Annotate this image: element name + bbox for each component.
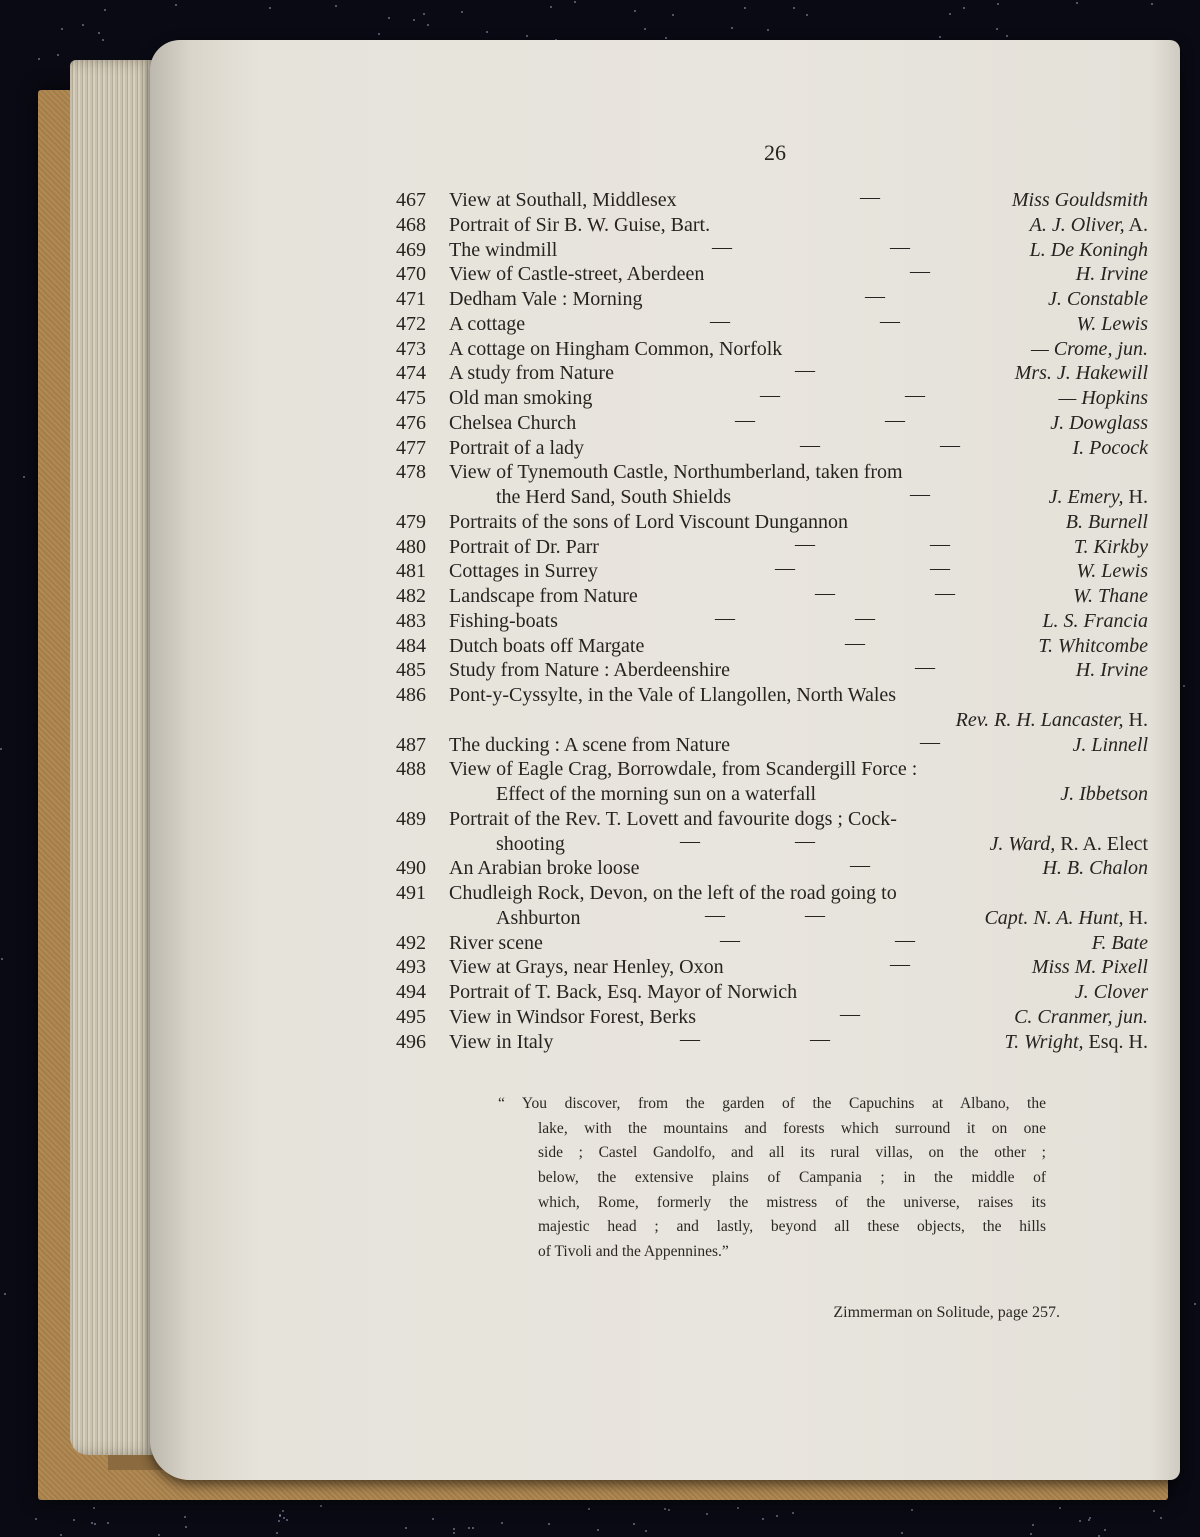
artist-name: L. S. Francia <box>1042 609 1148 632</box>
entry-title: the Herd Sand, South Shields <box>496 486 731 508</box>
artist-name: J. Constable <box>1048 288 1148 310</box>
catalogue-entry <box>396 558 1148 584</box>
entry-title: View in Italy <box>449 1030 554 1053</box>
catalogue-entry <box>396 311 1148 337</box>
leader-dash: — <box>895 928 915 951</box>
entry-artist <box>1066 509 1148 535</box>
catalogue-entry <box>396 212 1148 238</box>
entry-artist <box>1042 855 1148 881</box>
catalogue-entry <box>396 1004 1148 1030</box>
entry-artist <box>1060 781 1148 807</box>
entry-number: 494 <box>396 981 426 1003</box>
entry-number: 474 <box>396 362 426 385</box>
artist-name: T. Kirkby <box>1073 535 1148 558</box>
catalogue-entry <box>396 237 1148 263</box>
entry-title: Effect of the morning sun on a waterfall <box>496 783 817 805</box>
artist-name: W. Lewis <box>1076 312 1148 335</box>
entry-artist <box>1073 583 1148 609</box>
entry-artist <box>1050 410 1148 436</box>
catalogue-entry <box>396 756 1148 782</box>
entry-artist <box>1042 608 1148 634</box>
catalogue-entry <box>396 682 1148 708</box>
catalogue-entry <box>396 484 1148 510</box>
entry-artist <box>1038 633 1148 659</box>
catalogue-entry <box>396 1029 1148 1055</box>
leader-dash: — <box>735 408 755 431</box>
entry-title: Ashburton <box>496 906 581 929</box>
entry-number: 489 <box>396 807 426 830</box>
artist-name: A. J. Oliver, <box>1029 213 1125 236</box>
entry-title: Portrait of Sir B. W. Guise, Bart. <box>449 213 711 236</box>
artist-name: L. De Koningh <box>1029 238 1148 261</box>
quote-line: of Tivoli and the Appennines.” <box>538 1243 729 1261</box>
catalogue-entry <box>396 608 1148 634</box>
catalogue-entry <box>396 286 1148 312</box>
entry-number: 472 <box>396 312 426 335</box>
leader-dash: — <box>910 483 930 505</box>
entry-artist <box>1074 534 1148 560</box>
catalogue-entry <box>396 435 1148 461</box>
leader-dash: — <box>930 557 950 580</box>
entry-artist <box>1059 385 1148 411</box>
entry-title: Portrait of T. Back, Esq. Mayor of Norwich <box>449 981 798 1003</box>
entry-number: 473 <box>396 337 426 360</box>
artist-name: H. Irvine <box>1075 659 1148 682</box>
entry-artist <box>1048 286 1148 312</box>
catalogue-entry <box>396 583 1148 609</box>
entry-title: View at Southall, Middlesex <box>449 189 677 211</box>
entry-artist <box>956 707 1148 733</box>
leader-dash: — <box>865 285 885 307</box>
artist-name: — Crome, jun. <box>1030 337 1148 360</box>
entry-number: 477 <box>396 436 426 459</box>
entry-title: A study from Nature <box>449 362 614 385</box>
entry-number: 476 <box>396 411 426 434</box>
entry-artist <box>1076 657 1148 683</box>
entry-artist <box>1076 311 1148 337</box>
entry-artist <box>1030 237 1148 263</box>
quote-line: below, the extensive plains of Campania ; in the middle of <box>538 1169 1046 1187</box>
entry-title: View of Castle-street, Aberdeen <box>449 263 705 286</box>
entry-number: 493 <box>396 956 426 979</box>
entry-number: 484 <box>396 634 426 657</box>
artist-suffix: A. <box>1124 213 1148 236</box>
artist-name: W. Thane <box>1073 585 1148 607</box>
entry-number: 495 <box>396 1005 426 1028</box>
leader-dash: — <box>905 384 925 406</box>
artist-name: I. Pocock <box>1072 436 1148 459</box>
artist-suffix: Esq. H. <box>1083 1030 1148 1053</box>
catalogue-entry <box>396 509 1148 535</box>
entry-title: Portrait of a lady <box>449 436 584 459</box>
entry-artist <box>1032 954 1148 980</box>
entry-number: 485 <box>396 659 426 682</box>
entry-number: 482 <box>396 585 426 607</box>
leader-dash: — <box>850 854 870 877</box>
entry-artist <box>989 831 1148 857</box>
artist-name: T. Wright, <box>1004 1030 1084 1053</box>
artist-name: J. Emery, <box>1048 486 1124 508</box>
artist-name: — Hopkins <box>1058 387 1148 409</box>
entry-number: 491 <box>396 882 426 904</box>
entry-title: A cottage <box>449 312 526 335</box>
entry-artist <box>1072 732 1148 758</box>
leader-dash: — <box>920 730 940 753</box>
entry-title: View of Eagle Crag, Borrowdale, from Scandergill Force : <box>449 758 918 781</box>
entry-title: Study from Nature : Aberdeenshire <box>449 659 731 682</box>
leader-dash: — <box>705 903 725 926</box>
leader-dash: — <box>680 829 700 852</box>
leader-dash: — <box>795 829 815 852</box>
entry-number: 490 <box>396 857 426 880</box>
entry-title: Portraits of the sons of Lord Viscount Dungannon <box>449 510 848 533</box>
quote-line: side ; Castel Gandolfo, and all its rural villas, on the other ; <box>538 1144 1046 1162</box>
page-number: 26 <box>764 140 786 165</box>
entry-title: The windmill <box>449 238 558 261</box>
catalogue-entry <box>396 187 1148 213</box>
catalogue-entry <box>396 657 1148 683</box>
catalogue-entry <box>396 534 1148 560</box>
entry-number: 487 <box>396 733 426 756</box>
catalogue-entry <box>396 855 1148 881</box>
artist-name: H. B. Chalon <box>1042 857 1148 880</box>
catalogue-entry <box>396 459 1148 485</box>
leader-dash: — <box>940 433 960 456</box>
catalogue-entry <box>396 261 1148 287</box>
leader-dash: — <box>775 557 795 580</box>
quotation <box>498 1092 1046 1265</box>
leader-dash: — <box>760 384 780 406</box>
leader-dash: — <box>795 532 815 555</box>
catalogue-entry <box>396 781 1148 807</box>
quote-attribution: Zimmerman on Solitude, page 257. <box>833 1304 1060 1321</box>
entry-number: 471 <box>396 288 426 310</box>
entry-title: Dedham Vale : Morning <box>449 288 643 310</box>
artist-name: T. Whitcombe <box>1038 634 1148 657</box>
artist-suffix: H. <box>1123 906 1148 929</box>
leader-dash: — <box>860 186 880 208</box>
entry-number: 483 <box>396 609 426 632</box>
entry-artist <box>1015 360 1148 386</box>
leader-dash: — <box>720 928 740 951</box>
catalogue-entry <box>396 410 1148 436</box>
quote-line: which, Rome, formerly the mistress of the universe, raises its <box>538 1193 1046 1211</box>
leader-dash: — <box>890 235 910 258</box>
entry-number: 492 <box>396 931 426 954</box>
leader-dash: — <box>815 582 835 604</box>
entry-artist <box>1004 1029 1148 1055</box>
artist-name: J. Ibbetson <box>1060 783 1148 805</box>
entry-title: View of Tynemouth Castle, Northumberland, taken from <box>449 461 903 484</box>
leader-dash: — <box>910 260 930 283</box>
entry-title: An Arabian broke loose <box>449 857 640 880</box>
entry-title: Chelsea Church <box>449 411 577 434</box>
entry-title: A cottage on Hingham Common, Norfolk <box>449 337 783 360</box>
entry-number: 478 <box>396 461 426 484</box>
entry-number: 479 <box>396 510 426 533</box>
entry-artist <box>1031 336 1148 362</box>
entry-title: River scene <box>449 931 543 954</box>
catalogue-entry <box>396 831 1148 857</box>
leader-dash: — <box>880 309 900 332</box>
artist-suffix: R. A. Elect <box>1055 832 1148 855</box>
entry-artist <box>1075 979 1148 1005</box>
catalogue-entry <box>396 707 1148 733</box>
entry-title: View in Windsor Forest, Berks <box>449 1005 697 1028</box>
entry-artist <box>984 905 1148 931</box>
artist-name: Miss Gouldsmith <box>1011 189 1148 211</box>
entry-number: 481 <box>396 560 426 583</box>
entry-number: 475 <box>396 387 426 409</box>
leader-dash: — <box>845 631 865 654</box>
catalogue-entry <box>396 979 1148 1005</box>
entry-number: 468 <box>396 213 426 236</box>
entry-artist <box>1076 261 1148 287</box>
leader-dash: — <box>890 953 910 976</box>
artist-name: H. Irvine <box>1075 263 1148 286</box>
catalogue-entry <box>396 732 1148 758</box>
entry-title: Chudleigh Rock, Devon, on the left of the road going to <box>449 882 897 904</box>
leader-dash: — <box>840 1002 860 1025</box>
entry-number: 469 <box>396 238 426 261</box>
artist-name: F. Bate <box>1091 931 1148 954</box>
leader-dash: — <box>935 582 955 604</box>
catalogue-entry <box>396 954 1148 980</box>
leader-dash: — <box>915 656 935 679</box>
quote-line: lake, with the mountains and forests which surround it on one <box>538 1119 1046 1137</box>
leader-dash: — <box>680 1027 700 1050</box>
artist-name: W. Lewis <box>1076 560 1148 583</box>
entry-title: Portrait of Dr. Parr <box>449 535 599 558</box>
entry-artist <box>1014 1004 1148 1030</box>
leader-dash: — <box>795 359 815 382</box>
entry-title: Pont-y-Cyssylte, in the Vale of Llangollen, North Wales <box>449 684 897 706</box>
leader-dash: — <box>805 903 825 926</box>
entry-title: View at Grays, near Henley, Oxon <box>449 956 724 979</box>
leader-dash: — <box>810 1027 830 1050</box>
leader-dash: — <box>710 309 730 332</box>
entry-title: Portrait of the Rev. T. Lovett and favourite dogs ; Cock- <box>449 807 897 830</box>
catalogue-entry <box>396 633 1148 659</box>
entry-number: 488 <box>396 758 426 781</box>
entry-number: 470 <box>396 263 426 286</box>
entry-number: 486 <box>396 684 426 706</box>
artist-name: J. Ward, <box>989 832 1056 855</box>
entry-artist <box>1076 558 1148 584</box>
catalogue-entry <box>396 905 1148 931</box>
artist-name: B. Burnell <box>1065 510 1148 533</box>
artist-suffix: H. <box>1123 708 1148 731</box>
entry-title: Cottages in Surrey <box>449 560 598 583</box>
artist-suffix: H. <box>1123 486 1148 508</box>
catalogue-entry <box>396 930 1148 956</box>
leader-dash: — <box>712 235 732 258</box>
entry-artist <box>1030 212 1148 238</box>
entry-number: 467 <box>396 189 426 211</box>
artist-name: J. Clover <box>1074 981 1148 1003</box>
artist-name: Miss M. Pixell <box>1031 956 1148 979</box>
entry-artist <box>1092 930 1148 956</box>
entry-title: Fishing-boats <box>449 609 558 632</box>
leader-dash: — <box>855 606 875 629</box>
entry-title: shooting <box>496 832 565 855</box>
catalogue-entry <box>396 806 1148 832</box>
artist-name: Mrs. J. Hakewill <box>1014 362 1148 385</box>
entry-number: 480 <box>396 535 426 558</box>
artist-name: Rev. R. H. Lancaster, <box>955 708 1124 731</box>
entry-artist <box>1012 187 1148 213</box>
leader-dash: — <box>885 408 905 431</box>
leader-dash: — <box>930 532 950 555</box>
artist-name: Capt. N. A. Hunt, <box>984 906 1124 929</box>
quote-line: “ You discover, from the garden of the Capuchins at Albano, the <box>498 1095 1046 1112</box>
entry-title: Landscape from Nature <box>449 585 638 607</box>
entry-title: Dutch boats off Margate <box>449 634 645 657</box>
leader-dash: — <box>800 433 820 456</box>
artist-name: C. Cranmer, jun. <box>1014 1005 1148 1028</box>
entry-artist <box>1072 435 1148 461</box>
entry-title: Old man smoking <box>449 387 593 409</box>
catalogue-entry <box>396 336 1148 362</box>
quote-line: majestic head ; and lastly, beyond all these objects, the hills <box>538 1218 1046 1236</box>
entry-title: The ducking : A scene from Nature <box>449 733 731 756</box>
catalogue-entry <box>396 880 1148 906</box>
catalogue-entry <box>396 385 1148 411</box>
leader-dash: — <box>715 606 735 629</box>
artist-name: J. Linnell <box>1072 733 1148 756</box>
entry-number: 496 <box>396 1030 426 1053</box>
entry-artist <box>1049 484 1148 510</box>
artist-name: J. Dowglass <box>1050 411 1148 434</box>
